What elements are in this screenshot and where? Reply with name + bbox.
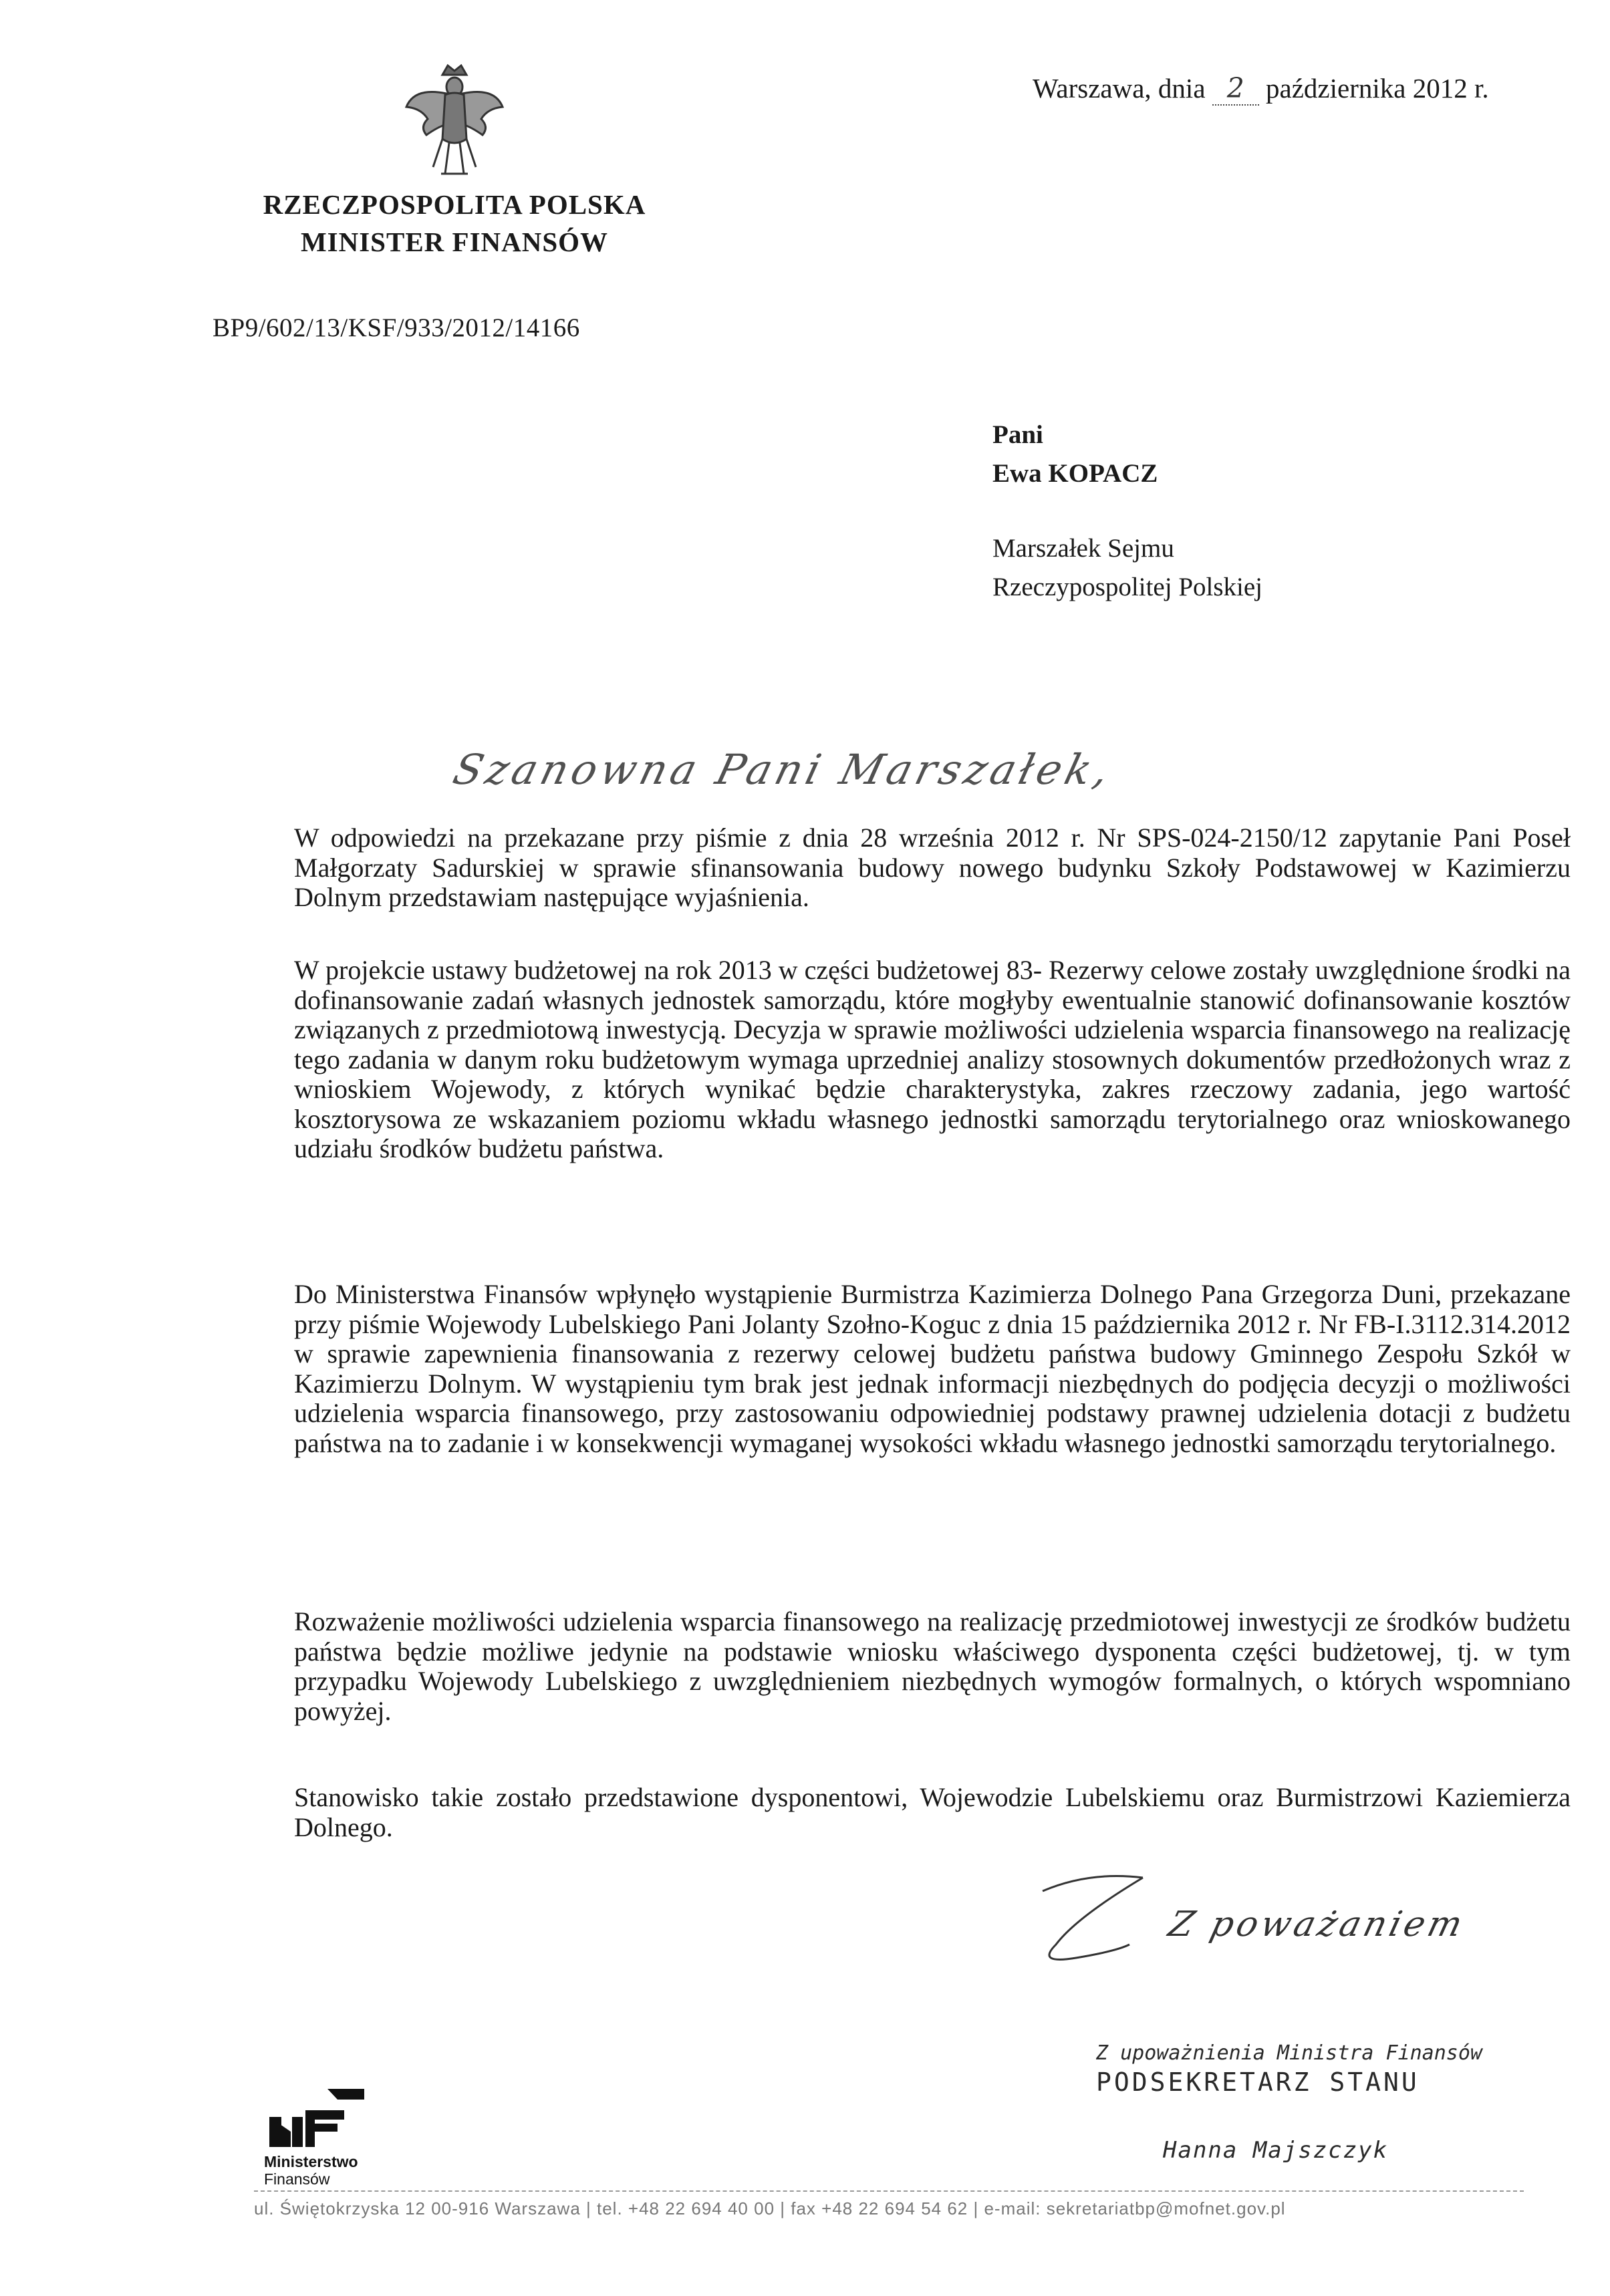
ministry-name-line1: Ministerstwo bbox=[264, 2153, 358, 2170]
eagle-emblem-icon bbox=[401, 60, 508, 180]
issuer-office: MINISTER FINANSÓW bbox=[300, 227, 609, 257]
body-paragraph-2: W projekcie ustawy budżetowej na rok 2013 w części budżetowej 83- Rezerwy celowe zostały uwzględnione środki na dofinansowanie zadań własnych jednostek samorządu, które mogłyby ewentualnie stanowić dofinansowanie kosztów związanych z przedmiotową inwestycją. Decyzja w sprawie możliwości udzielenia wsparcia finansowego na realizację tego zadania w danym roku budżetowym wymaga uprzedniej analizy stosownych dokumentów przedłożonych wraz z wnioskiem Wojewody, z których wynikać będzie charakterystyka, zakres rzeczowy zadania, jego wartość kosztorysowa ze wskazaniem poziomu wkładu własnego jednostki samorządu terytorialnego oraz wnioskowanego udziału środków budżetu państwa. bbox=[294, 955, 1571, 1163]
date-suffix: października 2012 r. bbox=[1266, 73, 1489, 104]
body-paragraph-4: Rozważenie możliwości udzielenia wsparcia finansowego na realizację przedmiotowej inwestycji ze środków budżetu państwa będzie możliwe jedynie na podstawie wniosku właściwego dysponenta części budżetowej, tj. w tym przypadku Wojewody Lubelskiego z uwzględnieniem niezbędnych wymogów formalnych, o których wspomniano powyżej. bbox=[294, 1606, 1571, 1726]
body-paragraph-3: Do Ministerstwa Finansów wpłynęło wystąpienie Burmistrza Kazimierza Dolnego Pana Grzegorza Duni, przekazane przy piśmie Wojewody Lubelskiego Pani Jolanty Szołno-Koguc z dnia 15 października 2012 r. Nr FB-I.3112.314.2012 w sprawie zapewnienia finansowania z rezerwy celowej budżetu państwa budowy Gminnego Zespołu Szkół w Kazimierzu Dolnym. W wystąpieniu tym brak jest jednak informacji niezbędnych do podjęcia decyzji o możliwości udzielenia wsparcia finansowego, przy zastosowaniu odpowiedniej podstawy prawnej udzielenia dotacji z budżetu państwa na to zadanie i w konsekwencji wymaganej wysokości wkładu własnego jednostki samorządu terytorialnego. bbox=[294, 1279, 1571, 1458]
ministry-logo-icon bbox=[264, 2084, 371, 2150]
date-prefix: Warszawa, dnia bbox=[1033, 73, 1206, 104]
recipient-block bbox=[992, 416, 1158, 493]
recipient-title bbox=[992, 529, 1262, 607]
signature-stamp bbox=[1096, 2041, 1497, 2164]
date-day: 2 bbox=[1212, 72, 1259, 106]
stamp-authority: Z upoważnienia Ministra Finansów bbox=[1096, 2041, 1482, 2065]
recipient-name: Ewa KOPACZ bbox=[992, 459, 1158, 488]
body-paragraph-5: Stanowisko takie zostało przedstawione dysponentowi, Wojewodzie Lubelskiemu oraz Burmistrzowi Kaziemierza Dolnego. bbox=[294, 1782, 1571, 1842]
stamp-position: PODSEKRETARZ STANU bbox=[1096, 2067, 1420, 2097]
handwritten-salutation bbox=[414, 725, 1150, 819]
ministry-name-line2: Finansów bbox=[264, 2170, 330, 2188]
footer-contact: ul. Świętokrzyska 12 00-916 Warszawa | tel. +48 22 694 40 00 | fax +48 22 694 54 62 | e-mail: sekretariatbp@mofnet.gov.pl bbox=[254, 2198, 1286, 2218]
issuer-country: RZECZPOSPOLITA POLSKA bbox=[263, 189, 646, 220]
handwritten-closing bbox=[1016, 1864, 1497, 1985]
reference-number: BP9/602/13/KSF/933/2012/14166 bbox=[213, 313, 580, 342]
footer-divider bbox=[254, 2190, 1524, 2192]
ministry-name bbox=[264, 2153, 358, 2188]
recipient-title-line1: Marszałek Sejmu bbox=[992, 534, 1174, 563]
body-paragraph-1: W odpowiedzi na przekazane przy piśmie z dnia 28 września 2012 r. Nr SPS-024-2150/12 zapytanie Pani Poseł Małgorzaty Sadurskiej w sprawie sfinansowania budowy nowego budynku Szkoły Podstawowej w Kazimierzu Dolnym przedstawiam następujące wyjaśnienia. bbox=[294, 823, 1571, 912]
issuer-block bbox=[200, 186, 708, 261]
handwritten-z-mark-icon bbox=[1016, 1864, 1163, 1978]
stamp-signer-name: Hanna Majszczyk bbox=[1163, 2137, 1389, 2164]
recipient-salutation-word: Pani bbox=[992, 420, 1043, 449]
recipient-title-line2: Rzeczypospolitej Polskiej bbox=[992, 573, 1263, 601]
date-line bbox=[1033, 72, 1489, 106]
closing-text: Z poważaniem bbox=[1164, 1904, 1470, 1945]
salutation-text: Szanowna Pani Marszałek, bbox=[448, 745, 1119, 794]
